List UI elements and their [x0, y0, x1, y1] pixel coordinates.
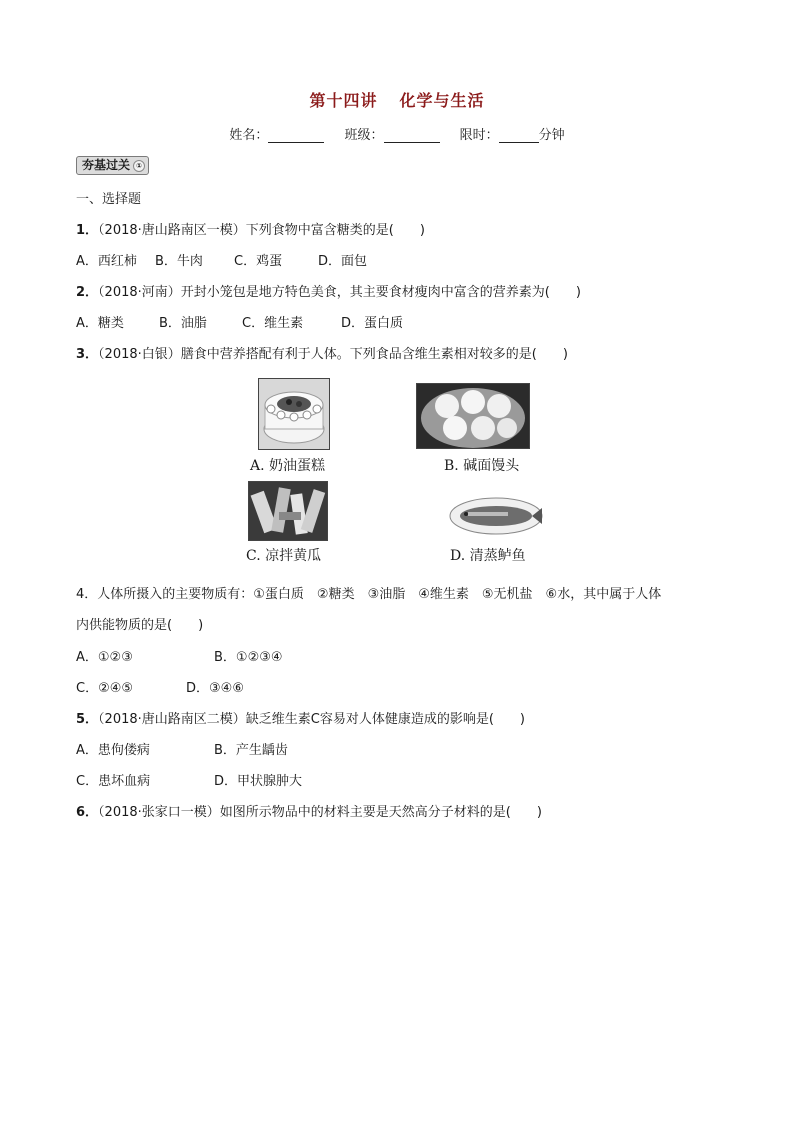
class-field: 班级： — [344, 124, 439, 143]
question-1-options — [76, 250, 367, 269]
cucumber-image — [249, 482, 327, 540]
cake-photo — [258, 378, 330, 450]
cucumber-salad-photo — [248, 481, 328, 541]
option: B．牛肉 — [155, 254, 203, 269]
option: A．①②③ — [76, 650, 133, 665]
question-6: 6．（2018·张家口一模）如图所示物品中的材料主要是天然高分子材料的是( ) — [76, 805, 542, 820]
option: B．产生龋齿 — [214, 743, 288, 758]
question-4: 4．人体所摄入的主要物质有：①蛋白质 ②糖类 ③油脂 ④维生素 ⑤无机盐 ⑥水，其中属于人体 — [76, 587, 662, 602]
section-heading: 一、选择题 — [76, 192, 142, 207]
time-field: 限时： 分钟 — [459, 128, 565, 143]
caption-c: C. 凉拌黄瓜 — [246, 548, 322, 564]
circle-number-icon: ① — [133, 160, 145, 172]
option: B．①②③④ — [214, 650, 283, 665]
option: C．维生素 — [242, 316, 304, 331]
question-3: 3．（2018·白银）膳食中营养搭配有利于人体。下列食品含维生素相对较多的是( ) — [76, 347, 568, 362]
question-2-options — [76, 312, 403, 331]
name-field: 姓名： — [229, 124, 324, 143]
name-blank — [268, 128, 324, 143]
option: C．②④⑤ — [76, 681, 134, 696]
question-4-line2: 内供能物质的是( ) — [76, 618, 204, 633]
title-lecture: 第十四讲 — [309, 91, 378, 110]
option: D．③④⑥ — [186, 681, 244, 696]
question-2: 2．（2018·河南）开封小笼包是地方特色美食，其主要食材瘦肉中富含的营养素为( ) — [76, 285, 581, 300]
option: D．面包 — [318, 254, 368, 269]
option: D．甲状腺肿大 — [214, 774, 303, 789]
fish-image — [448, 492, 544, 536]
option: A．患佝偻病 — [76, 743, 150, 758]
question-4-options-row1 — [76, 646, 283, 665]
cake-image — [259, 379, 329, 449]
question-4-options-row2 — [76, 677, 244, 696]
student-info-row — [0, 124, 794, 143]
option: A．西红柿 — [76, 254, 137, 269]
page-title — [0, 88, 794, 111]
caption-b: B. 碱面馒头 — [444, 458, 520, 474]
option: C．患坏血病 — [76, 774, 151, 789]
steamed-fish-photo — [448, 492, 544, 536]
class-blank — [384, 128, 440, 143]
buns-image — [417, 384, 529, 448]
caption-a: A. 奶油蛋糕 — [250, 458, 326, 474]
steamed-buns-photo — [416, 383, 530, 449]
option: A．糖类 — [76, 316, 124, 331]
caption-d: D. 清蒸鲈鱼 — [450, 548, 526, 564]
option: D．蛋白质 — [341, 316, 404, 331]
time-blank — [499, 128, 539, 143]
section-badge: 夯基过关 ① — [76, 156, 149, 175]
question-5: 5．（2018·唐山路南区二模）缺乏维生素C容易对人体健康造成的影响是( ) — [76, 712, 525, 727]
question-5-options-row2 — [76, 770, 302, 789]
option: B．油脂 — [159, 316, 207, 331]
title-topic: 化学与生活 — [399, 91, 485, 110]
question-1: 1．（2018·唐山路南区一模）下列食物中富含糖类的是( ) — [76, 223, 425, 238]
question-5-options-row1 — [76, 739, 288, 758]
option: C．鸡蛋 — [234, 254, 283, 269]
